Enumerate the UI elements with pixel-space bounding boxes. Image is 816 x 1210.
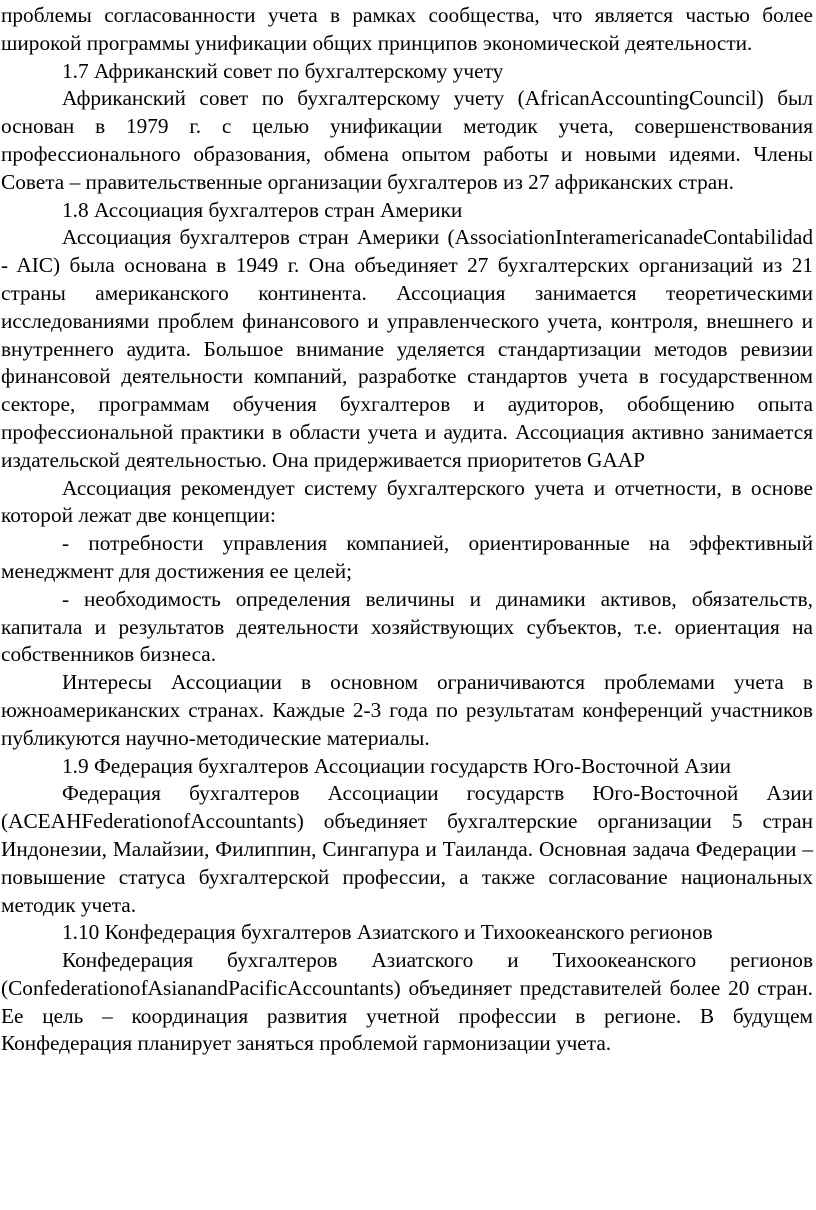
list-item-asset-dynamics: - необходимость определения величины и динамики активов, обязательств, капитала и результатов деятельности хозяйствующих субъектов, т.е. ориентация на собственников бизнеса. (1, 586, 813, 667)
section-heading-1-10: 1.10 Конфедерация бухгалтеров Азиатского и Тихоокеанского регионов (62, 920, 713, 945)
paragraph-aic-interests: Интересы Ассоциации в основном ограничиваются проблемами учета в южноамериканских странах. Каждые 2-3 года по результатам конференций участников публикуются научно-методические материалы. (1, 670, 813, 750)
paragraph-aic-concepts: Ассоциация рекомендует систему бухгалтерского учета и отчетности, в основе которой лежат две концепции: (1, 475, 813, 528)
list-item-management-needs: - потребности управления компанией, ориентированные на эффективный менеджмент для достижения ее целей; (1, 531, 813, 583)
section-heading-1-9: 1.9 Федерация бухгалтеров Ассоциации государств Юго-Восточной Азии (62, 753, 731, 778)
paragraph-continuation: проблемы согласованности учета в рамках сообщества, что является частью более широкой программы унификации общих принципов экономической деятельности. (1, 3, 813, 55)
paragraph-african-council: Африканский совет по бухгалтерскому учету (AfricanAccountingCouncil) был основан в 1979 г. с целью унификации методик учета, совершенствования профессионального образования, обмена опытом работы и новыми идеями. Члены Совета – правительственные организации бухгалтеров из 27 африканских стран. (1, 86, 813, 194)
paragraph-aseah-federation: Федерация бухгалтеров Ассоциации государств Юго-Восточной Азии (ACEAHFederationofAccountants) объединяет бухгалтерские организации 5 стран Индонезии, Малайзии, Филиппин, Сингапура и Таиланда. Основная задача Федерации – повышение статуса бухгалтерской профессии, а также согласование национальных методик учета. (1, 781, 813, 917)
section-heading-1-8: 1.8 Ассоциация бухгалтеров стран Америки (62, 197, 463, 222)
section-heading-1-7: 1.7 Африканский совет по бухгалтерскому учету (62, 58, 504, 83)
paragraph-capa: Конфедерация бухгалтеров Азиатского и Тихоокеанского регионов (ConfederationofAsianandPacificAccountants) объединяет представителей более 20 стран. Ее цель – координация развития учетной профессии в регионе. В будущем Конфедерация планирует заняться проблемой гармонизации учета. (1, 948, 813, 1056)
paragraph-aic: Ассоциация бухгалтеров стран Америки (AssociationInteramericanadeContabilidad - AIC) была основана в 1949 г. Она объединяет 27 бухгалтерских организаций из 21 страны американского континента. Ассоциация занимается теоретическими исследованиями проблем финансового и управленческого учета, контроля, внешнего и внутреннего аудита. Большое внимание уделяется стандартизации методов ревизии финансовой деятельности компаний, разработке стандартов учета в государственном секторе, программам обучения бухгалтеров и аудиторов, обобщению опыта профессиональной практики в области учета и аудита. Ассоциация активно занимается издательской деятельностью. Она придерживается приоритетов GAAP (1, 225, 813, 472)
